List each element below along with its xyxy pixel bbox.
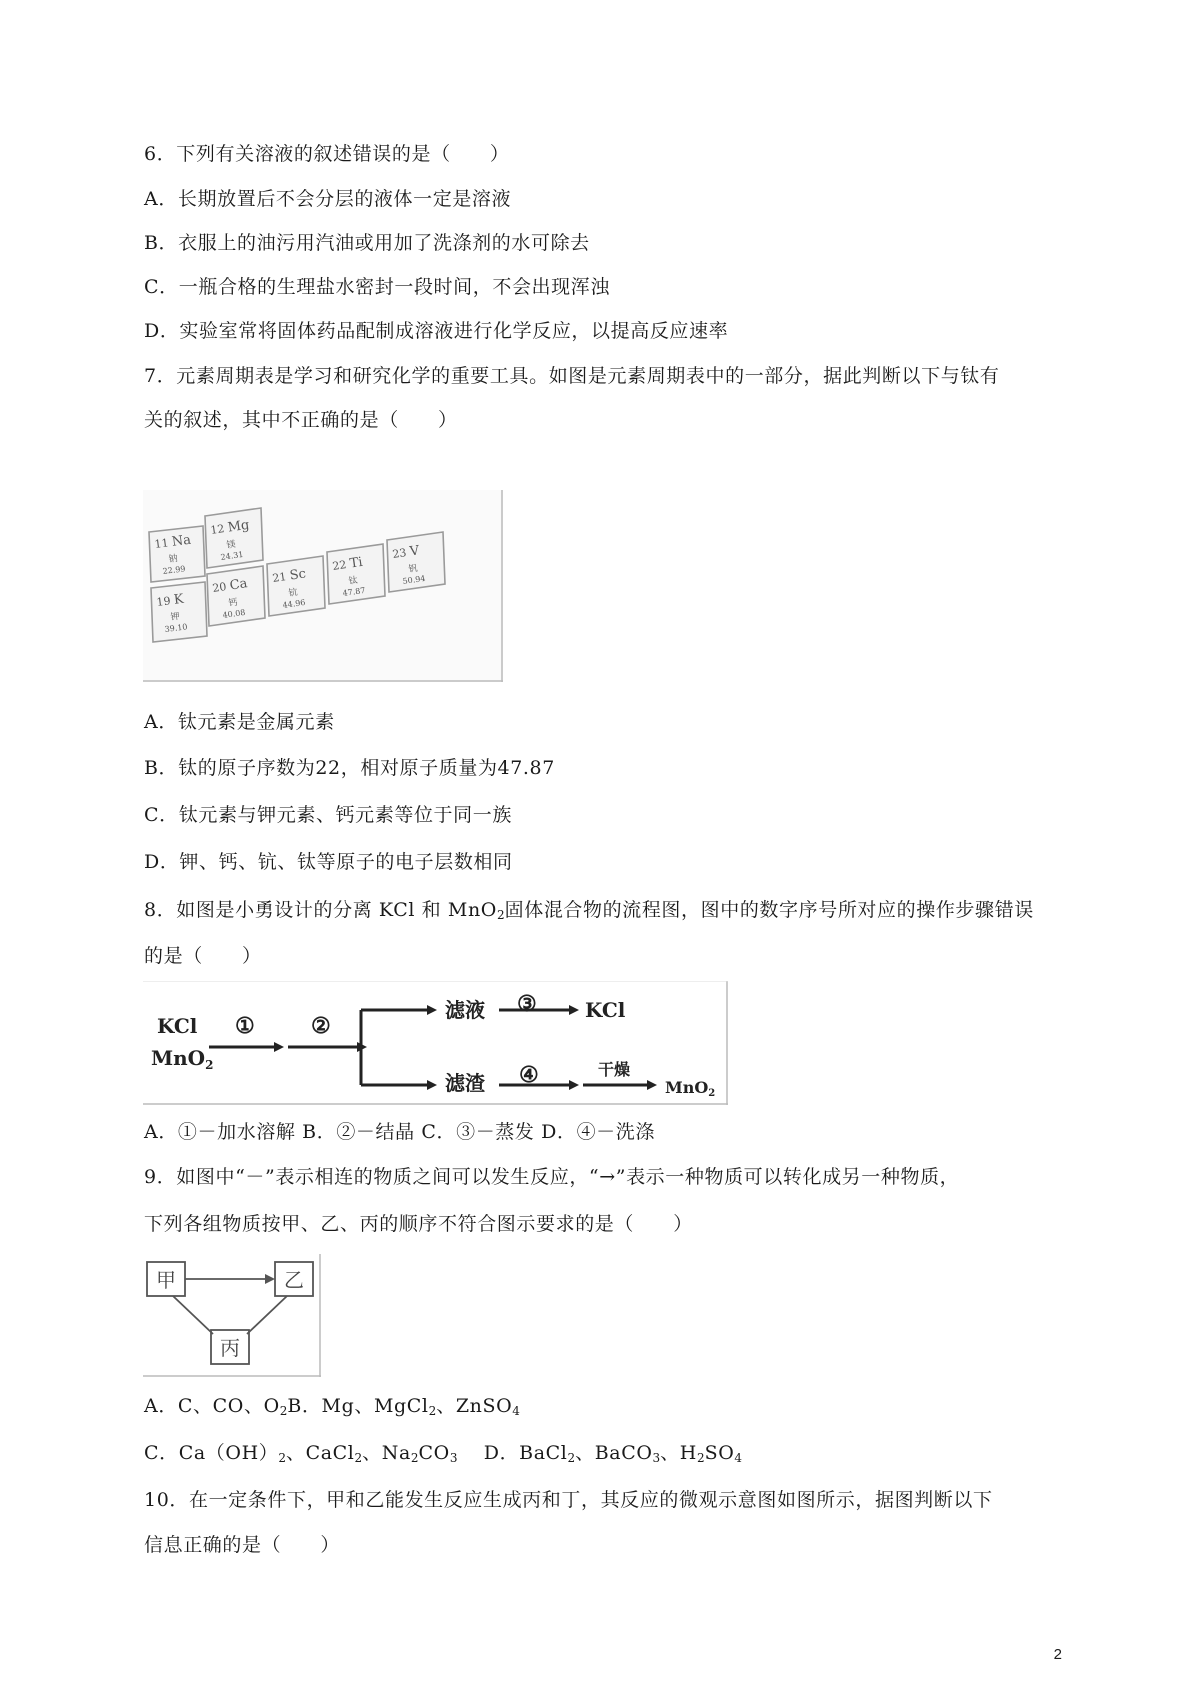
cell-mg: 12 Mg [209, 517, 251, 537]
q9-options-ab: A．C、CO、$O_2B$．Mg、MgCl$_2$、ZnSO$_4$ [144, 1395, 520, 1418]
svg-text:47.87: 47.87 [342, 585, 366, 598]
svg-text:钛: 钛 [348, 575, 359, 587]
svg-text:50.94: 50.94 [402, 573, 426, 586]
svg-text:40.08: 40.08 [222, 607, 246, 620]
separation-flowchart [143, 981, 728, 1105]
svg-text:③: ③ [517, 991, 537, 1017]
page-number: 2 [1053, 1646, 1062, 1663]
q8-stem-line1: 8．如图是小勇设计的分离 KCl 和 MnO$_2$固体混合物的流程图，图中的数字序号所对应的操作步骤错误 [144, 899, 1034, 922]
svg-text:滤渣: 滤渣 [445, 1071, 485, 1095]
svg-text:44.96: 44.96 [282, 597, 306, 610]
q7-stem-line1: 7．元素周期表是学习和研究化学的重要工具。如图是元素周期表中的一部分，据此判断以下与钛有 [144, 365, 1000, 387]
svg-text:丙: 丙 [220, 1336, 240, 1360]
q8-stem-line2: 的是（ ） [144, 945, 262, 967]
svg-text:24.31: 24.31 [220, 549, 244, 562]
q8-options: A．①－加水溶解 B．②－结晶 C．③－蒸发 D．④－洗涤 [144, 1121, 655, 1143]
cell-v: 23 V [391, 543, 421, 561]
cell-ca: 20 Ca [211, 576, 249, 595]
svg-text:KCl: KCl [157, 1014, 198, 1038]
q10-stem-line2: 信息正确的是（ ） [144, 1534, 341, 1556]
svg-text:39.10: 39.10 [164, 622, 188, 634]
svg-text:镁: 镁 [226, 539, 237, 551]
q6-option-d: D．实验室常将固体药品配制成溶液进行化学反应，以提高反应速率 [144, 320, 729, 342]
svg-text:钙: 钙 [228, 597, 239, 609]
q9-stem-line2: 下列各组物质按甲、乙、丙的顺序不符合图示要求的是（ ） [144, 1213, 693, 1235]
q6-option-c: C．一瓶合格的生理盐水密封一段时间，不会出现浑浊 [144, 276, 610, 298]
svg-text:干燥: 干燥 [598, 1060, 631, 1079]
svg-text:滤液: 滤液 [445, 998, 485, 1022]
q10-stem-line1: 10．在一定条件下，甲和乙能发生反应生成丙和丁，其反应的微观示意图如图所示，据图判断以下 [144, 1489, 993, 1511]
q9-options-cd: C．$Ca(OH)_2$、CaCl$_2$、$Na_2CO_3$ D．BaCl$_2$、BaCO$_3$、$H_2SO_4$ [144, 1442, 743, 1465]
svg-text:钪: 钪 [288, 587, 299, 599]
cell-na: 11 Na [153, 532, 192, 551]
q7-stem-line2: 关的叙述，其中不正确的是（ ） [144, 409, 458, 431]
svg-text:22.99: 22.99 [162, 564, 186, 576]
svg-text:MnO2: MnO2 [665, 1078, 716, 1099]
reaction-relation-diagram [143, 1254, 321, 1377]
periodic-table-figure [143, 490, 503, 682]
cell-k: 19 K [155, 591, 185, 609]
svg-text:④: ④ [519, 1062, 539, 1088]
svg-text:①: ① [235, 1013, 255, 1039]
svg-text:乙: 乙 [284, 1268, 304, 1292]
svg-text:②: ② [311, 1013, 331, 1039]
cell-sc: 21 Sc [271, 566, 307, 585]
svg-text:钾: 钾 [170, 611, 181, 623]
svg-text:钠: 钠 [168, 553, 179, 565]
q9-stem-line1: 9．如图中“－”表示相连的物质之间可以发生反应，“→”表示一种物质可以转化成另一种物质， [144, 1166, 960, 1188]
svg-text:甲: 甲 [156, 1268, 176, 1292]
svg-text:钒: 钒 [408, 563, 419, 575]
q7-option-b: B．钛的原子序数为22，相对原子质量为47.87 [144, 757, 555, 779]
q7-option-a: A．钛元素是金属元素 [144, 711, 335, 733]
q7-option-c: C．钛元素与钾元素、钙元素等位于同一族 [144, 804, 512, 826]
q6-option-b: B．衣服上的油污用汽油或用加了洗涤剂的水可除去 [144, 232, 590, 254]
svg-text:KCl: KCl [585, 998, 626, 1022]
q6-option-a: A．长期放置后不会分层的液体一定是溶液 [144, 188, 512, 210]
q7-option-d: D．钾、钙、钪、钛等原子的电子层数相同 [144, 851, 513, 873]
svg-text:MnO2: MnO$_2$ [151, 1046, 214, 1072]
cell-ti: 22 Ti [331, 554, 364, 573]
q6-stem: 6．下列有关溶液的叙述错误的是（ ） [144, 143, 510, 165]
